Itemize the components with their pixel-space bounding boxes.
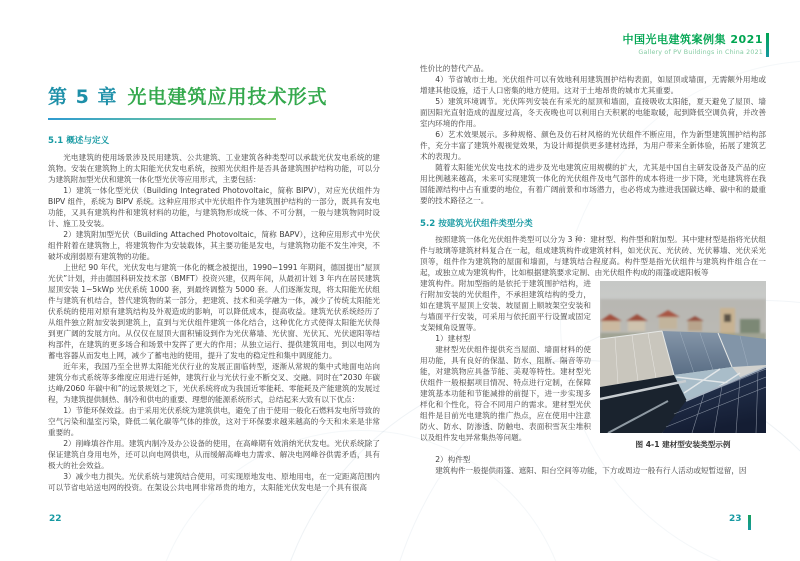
left-page-column (48, 86, 380, 493)
chapter-number: 第 5 章 (48, 86, 118, 108)
chapter-underline (48, 118, 276, 120)
section-heading-5-2: 5.2 按建筑光伏组件类型分类 (420, 219, 533, 229)
body-paragraph: 建筑构件。附加型指的是依托于建筑围护结构，进行附加安装的光伏组件，不承担建筑结构的受力，如在建筑平屋顶上安装、坡屋面上顺坡架空安装和与墙面平行安装，可采用与依托面平行设置或固定支架倾角设置等。 (420, 279, 591, 332)
body-subheading: 1）建材型 (435, 334, 471, 343)
body-paragraph: 随着太阳能光伏发电技术的进步及光电建筑应用规模的扩大，尤其是中国自主研发设备及产品的应用比例越来越高，未来可实现建筑一体化的光伏组件及电气部件的成本将进一步下降，光电建筑将在我国能源结构中占有重要的地位，有着广阔前景和市场潜力，也必将成为推进我国碳达峰、碳中和的最重要的技术路径之一。 (420, 163, 766, 205)
section-heading-5-1: 5.1 概述与定义 (48, 135, 110, 146)
left-page-body (48, 152, 380, 493)
book-title: 中国光电建筑案例集 2021 (622, 33, 763, 46)
chapter-heading (48, 86, 380, 109)
page-number-right: 23 (729, 514, 742, 524)
right-page-column (420, 63, 766, 476)
body-paragraph: 性价比的替代产品。 (420, 64, 489, 73)
figure-caption: 图 4-1 建材型安装类型示例 (635, 440, 731, 449)
footer-accent-bar (748, 515, 751, 530)
body-paragraph: 2）削峰填谷作用。建筑内制冷及办公设备的使用，在高峰期有效消纳光伏发电。光伏系统除了保证建筑自身用电外，还可以向电网供电，从而缓解高峰电力需求、解决电网峰谷供需矛盾，具有极大的社会效益。 (48, 438, 380, 470)
running-header (623, 31, 763, 56)
body-paragraph: 近年来，我国乃至全世界太阳能光伏行业的发展正面临转型，逐渐从常规的集中式地面电站向建筑分布式系统等多维度应用进行延伸，建筑行业与光伏行业不断交叉、交融。同时在“2030 年碳达峰/2060 年碳中和”的远景规划之下，光伏系统将成为我国近零能耗、零能耗及产能建筑的发展过程，为建筑提供制热、制冷和供电的重要、理想的能源系统形式，总结起来大致有以下优点： (48, 361, 380, 404)
body-paragraph: 5）建筑环境调节。光伏阵列安装在有采光的屋顶和墙面，直接吸收太阳能，夏天避免了屋顶、墙面因阳光直射造成的温度过高，冬天夜晚也可以利用白天积累的电能取暖，起到降低空调负荷，并改善室内环境的作用。 (420, 97, 766, 128)
body-paragraph: 按照建筑一体化光伏组件类型可以分为 3 种：建材型、构件型和附加型。其中建材型是指将光伏组件与玻璃等建筑材料复合在一起，组成建筑构件或建筑材料，如光伏瓦、光伏砖、光伏幕墙、光伏采光顶等，组件作为建筑物的屋面和墙面，与建筑结合程度高。构件型是指光伏组件与建筑构件组合在一起，或独立成为建筑构件，比如根据建筑要求定制、由光伏组件构成的雨篷或遮阳板等 (420, 235, 766, 277)
body-paragraph: 6）艺术效果展示。多种规格、颜色及仿石材风格的光伏组件不断应用，作为新型建筑围护结构部件，充分丰富了建筑外观视觉效果，为设计师提供更多建材选择，为用户带来全新体验，拓展了建筑艺术的表现力。 (420, 130, 766, 161)
body-paragraph: 1）节能环保效益。由于采用光伏系统为建筑供电，避免了由于使用一般化石燃料发电所导致的空气污染和温室污染，降低二氧化碳等气体的排放，这对于环保要求越来越高的今天和未来是非常重要的。 (48, 405, 380, 437)
body-paragraph: 1）建筑一体化型光伏（Building Integrated Photovoltaic，简称 BIPV），对应光伏组件为 BIPV 组件，系统为 BIPV 系统。这种应用形式中光伏组件作为建筑围护结构的一部分，既具有发电功能，又具有建筑构件和建筑材料的功能，与建筑物形成统一体、不可分割，一般与建筑物同时设计、施工及安装。 (48, 185, 380, 228)
figure-pv-installation (600, 281, 766, 450)
body-paragraph: 4）节省城市土地。光伏组件可以有效地利用建筑围护结构表面，如屋顶或墙面，无需额外用地或增建其他设施，适于人口密集的地方使用。这对于土地昂贵的城市尤其重要。 (420, 75, 766, 95)
page-number-left: 22 (49, 514, 62, 524)
header-accent-bar (766, 33, 769, 57)
body-paragraph: 建筑构件一般提供雨篷、遮阳、阳台空间等功能，下方或周边一般有行人活动或短暂逗留，因 (435, 466, 747, 475)
body-paragraph: 2）建筑附加型光伏（Building Attached Photovoltaic，简称 BAPV），这种应用形式中光伏组件附着在建筑物上，将建筑物作为安装载体，其主要功能是发电，与建筑物功能不发生冲突，不破坏或削弱原有建筑物的功能。 (48, 229, 380, 261)
book-subtitle: Gallery of PV Buildings in China 2021 (638, 49, 763, 56)
body-paragraph: 光电建筑的使用场景涉及民用建筑、公共建筑、工业建筑各种类型可以承载光伏发电系统的建筑物。安装在建筑物上的太阳能光伏发电系统，按照光伏组件是否具备建筑围护结构功能，可以分为建筑附加型光伏和建筑一体化型光伏等应用形式，主要包括： (48, 152, 380, 184)
body-subheading: 2）构件型 (435, 455, 471, 464)
chapter-title: 光电建筑应用技术形式 (127, 86, 328, 108)
body-paragraph: 3）减少电力损失。光伏系统与建筑结合使用，可实现原地发电、原地用电，在一定距离范围内可以节省电站送电网的投资。在架设公共电网非常昂贵的地方，太阳能光伏发电是一个具有很高 (48, 471, 380, 492)
body-paragraph: 上世纪 90 年代，光伏发电与建筑一体化的概念被提出，1990~1991 年期间，德国提出“屋顶光伏”计划，并由德国科研发技术部（BMFT）投资兴建，仅两年间，从最初计划 3 年内在居民建筑屋顶安装 1~5kWp 光伏系统 1000 套，到最终调整为 5000 套。人们逐渐发现，将太阳能光伏组件与建筑有机结合，替代建筑物的某一部分，把建筑、技术和美学融为一体，减少了传统太阳能光伏系统的使用对原有建筑结构及外观造成的影响，可以降低成本，提高收益。建筑光伏系统经历了从组件独立附加安装到建筑上，直到与光伏组件建筑一体化结合，这种优化方式使得太阳能光伏得到更广阔的发展方向。从仅仅在屋顶大面积铺设到作为光伏幕墙、光伏窗、光伏瓦、光伏遮阳等结构部件，在建筑的更多场合和场景中发挥了更大的作用；从独立运行、提供建筑用电，到以电网为蓄电容器从而发电上网，减少了蓄电池的使用，提升了发电的稳定性和集中调度能力。 (48, 262, 380, 360)
rooftop-solar-photo (600, 281, 766, 433)
body-paragraph: 建材型光伏组件提供充当屋面、墙面材料的使用功能，具有良好的保温、防水、阻断、隔音等功能，对建筑物应具备节能、美观等特性。建材型光伏组件一般根据项目情况、特点进行定制，在保障建筑基本功能和节能减排的前提下，进一步实现多样化和个性化，符合不同用户的需求。建材型光伏组件是目前光电建筑的推广热点，应在使用中注意防火、防水、防渗透、防触电、表面积雪灰尘堆积以及组件发电异常集热等问题。 (420, 345, 591, 442)
